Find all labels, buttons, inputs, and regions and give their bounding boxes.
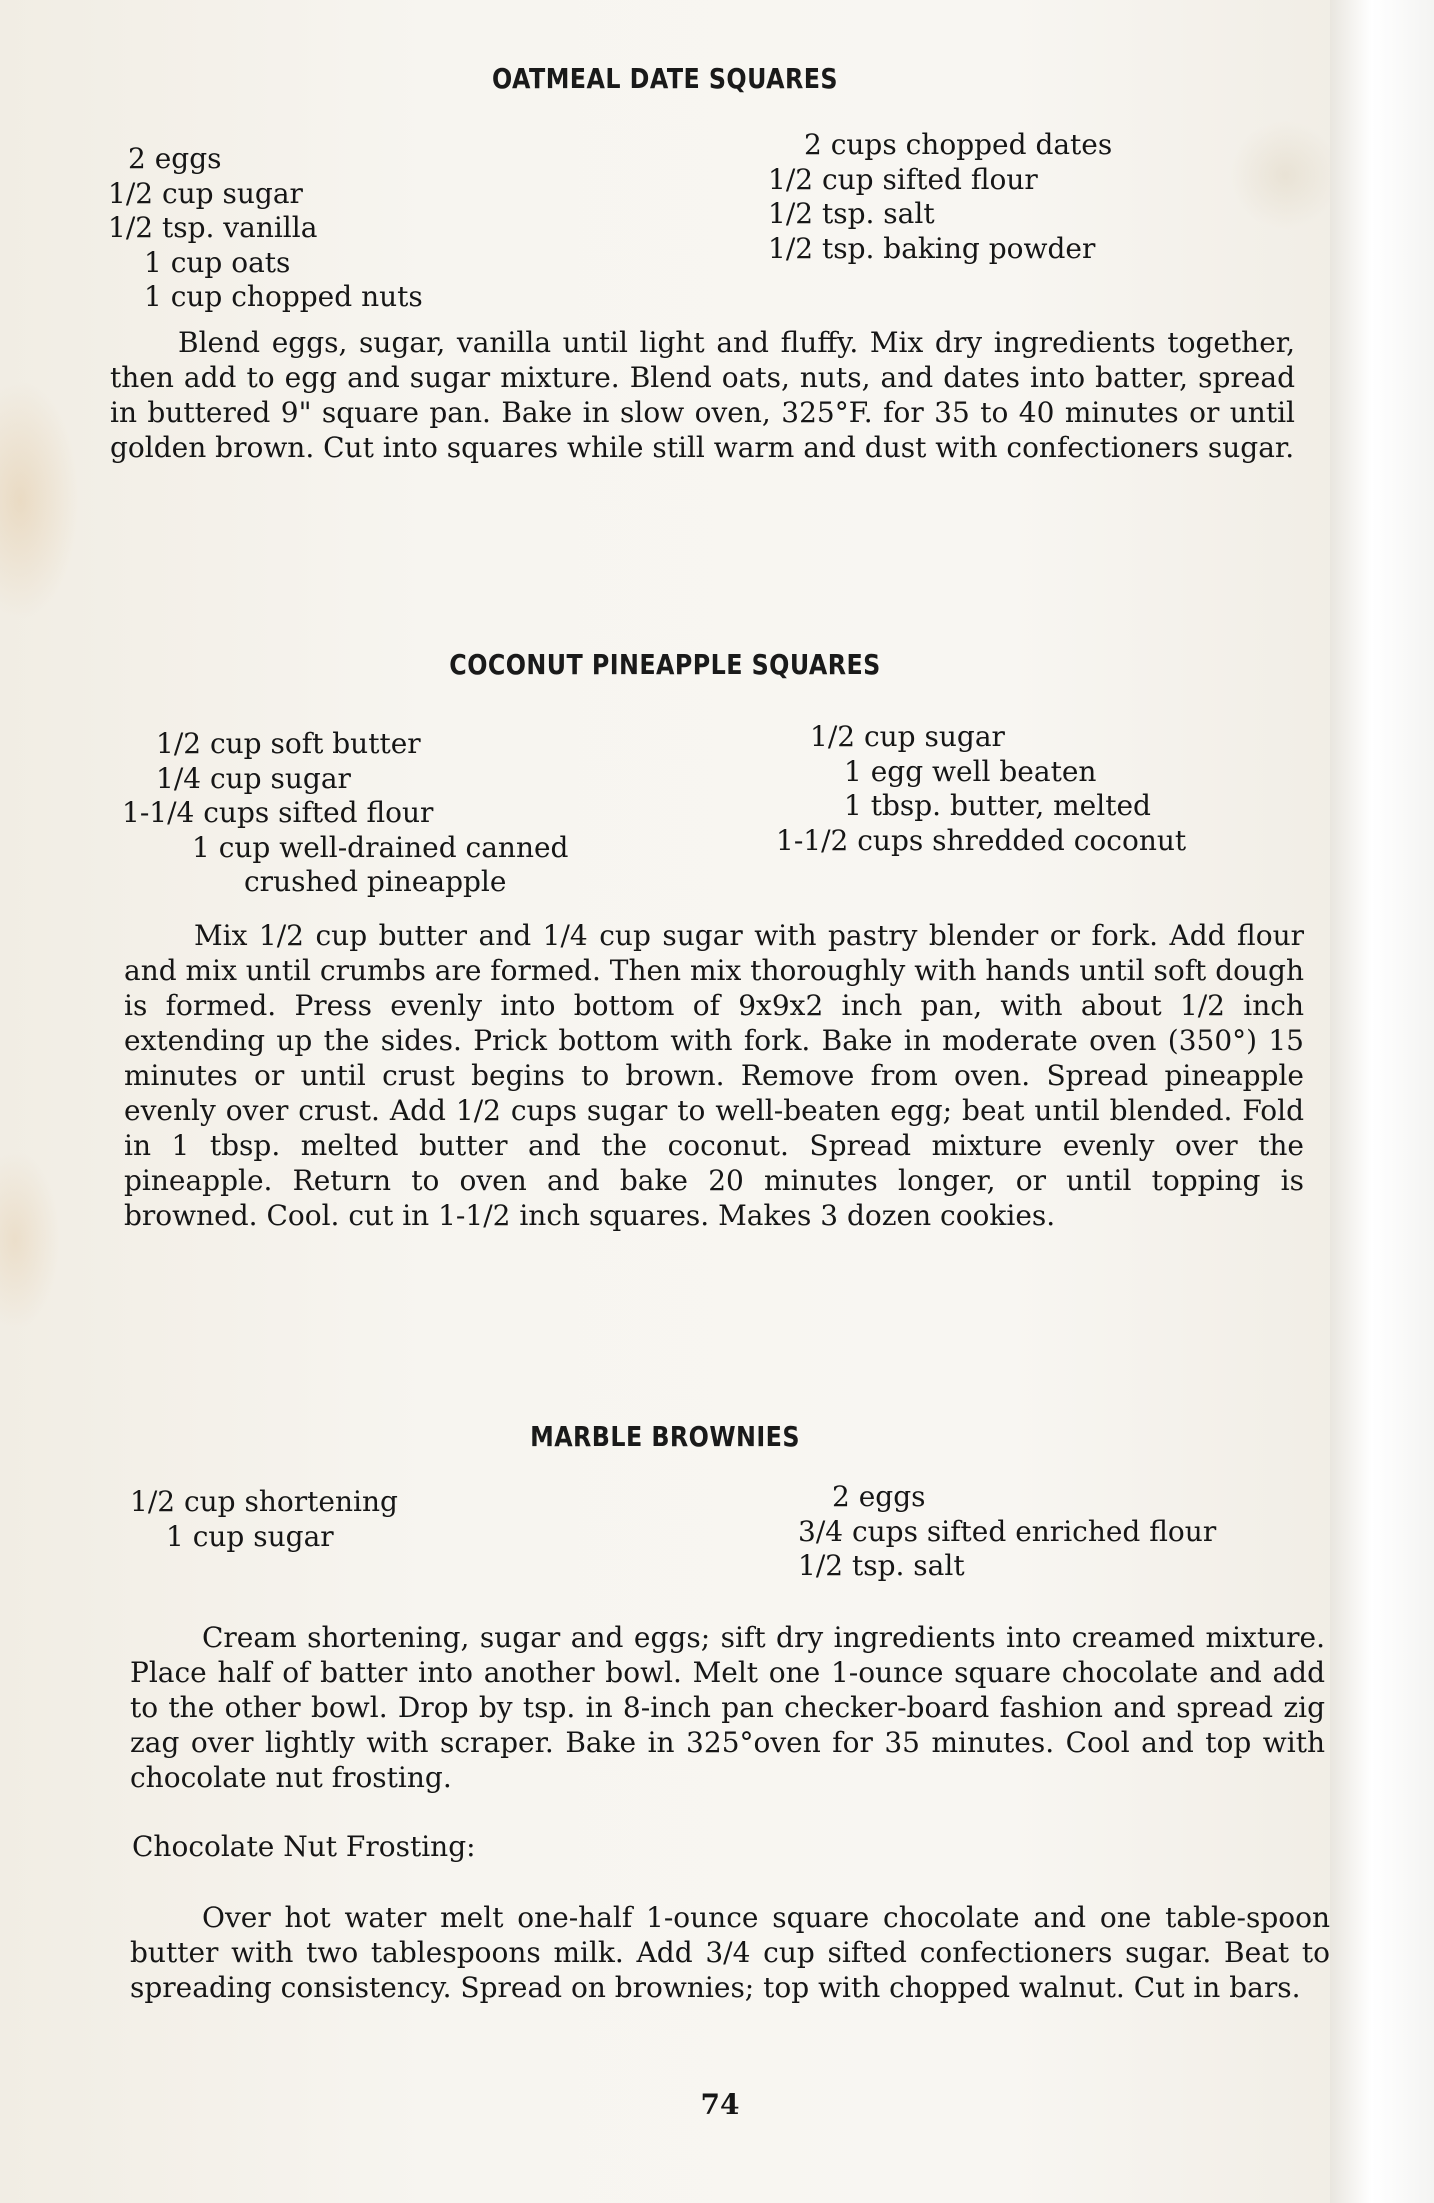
- frosting-heading: Chocolate Nut Frosting:: [132, 1830, 476, 1863]
- ingredient: 1-1/2 cups shredded coconut: [776, 823, 1187, 857]
- ingredient: 1-1/4 cups sifted flour: [122, 796, 434, 829]
- recipe-title: MARBLE BROWNIES: [530, 1420, 800, 1453]
- page-number: 74: [700, 2088, 740, 2121]
- recipe-instructions: Mix 1/2 cup butter and 1/4 cup sugar with pastry blender or fork. Add flour and mix until crumbs are formed. Then mix thoroughly with hands until soft dough is formed. Press evenly into bottom of 9x9x2 inch pan, with about 1/2 inch extending up the sides. Prick bottom with fork. Bake in moderate oven (350°) 15 minutes or until crust begins to brown. Remove from oven. Spread pineapple evenly over crust. Add 1/2 cups sugar to well-beaten egg; beat until blended. Fold in 1 tbsp. melted butter and the coconut. Spread mixture evenly over the pineapple. Return to oven and bake 20 minutes longer, or until topping is browned. Cool. cut in 1-1/2 inch squares. Makes 3 dozen cookies.: [124, 919, 1304, 1232]
- ingredients-left: [122, 727, 568, 900]
- recipe-instructions: Cream shortening, sugar and eggs; sift dry ingredients into creamed mixture. Place half of batter into another bowl. Melt one 1-ounce square chocolate and add to the other bowl. Drop by tsp. in 8-inch pan checker-board fashion and spread zig zag over lightly with scraper. Bake in 325°oven for 35 minutes. Cool and top with chocolate nut frosting.: [130, 1621, 1325, 1794]
- ingredient: 1/2 tsp. salt: [768, 197, 935, 230]
- ingredient: 2 eggs: [128, 142, 222, 175]
- ingredient: 1/2 cup soft butter: [156, 727, 421, 760]
- ingredient: 1 cup well-drained canned: [192, 830, 569, 864]
- recipe-instructions: Blend eggs, sugar, vanilla until light and fluffy. Mix dry ingredients together, then add to egg and sugar mixture. Blend oats, nuts, and dates into batter, spread in buttered 9" square pan. Bake in slow oven, 325°F. for 35 to 40 minutes or until golden brown. Cut into squares while still warm and dust with confectioners sugar.: [110, 326, 1295, 464]
- ingredients-right: [798, 1480, 1216, 1584]
- ingredient: 2 cups chopped dates: [804, 128, 1113, 161]
- ingredients-right: [768, 128, 1112, 266]
- ingredients-left: [108, 142, 423, 315]
- ingredient: crushed pineapple: [244, 865, 507, 898]
- recipe-title: COCONUT PINEAPPLE SQUARES: [449, 648, 881, 681]
- ingredient: 1 tbsp. butter, melted: [844, 789, 1151, 822]
- recipe-title: OATMEAL DATE SQUARES: [492, 62, 838, 95]
- ingredient: 1/2 cup shortening: [130, 1485, 398, 1518]
- spiral-binding: [1330, 0, 1434, 2203]
- ingredient: 1 cup sugar: [166, 1519, 334, 1553]
- ingredients-right: [776, 720, 1186, 858]
- ingredient: 1/2 tsp. salt: [798, 1549, 965, 1582]
- ingredient: 2 eggs: [832, 1480, 926, 1513]
- ingredient: 1 cup oats: [144, 245, 291, 279]
- ingredients-left: [130, 1485, 398, 1554]
- ingredient: 1/2 cup sifted flour: [768, 162, 1038, 196]
- ingredient: 1/2 tsp. baking powder: [768, 231, 1096, 265]
- ingredient: 1 cup chopped nuts: [144, 280, 423, 313]
- ingredient: 1/2 cup sugar: [108, 176, 303, 210]
- ingredient: 1/4 cup sugar: [156, 761, 351, 795]
- frosting-instructions: Over hot water melt one-half 1-ounce square chocolate and one table-spoon butter with two tablespoons milk. Add 3/4 cup sifted confectioners sugar. Beat to spreading consistency. Spread on brownies; top with chopped walnut. Cut in bars.: [130, 1901, 1330, 2004]
- ingredient: 1/2 cup sugar: [810, 720, 1005, 753]
- ingredient: 1/2 tsp. vanilla: [108, 211, 318, 244]
- ingredient: 1 egg well beaten: [844, 754, 1097, 788]
- ingredient: 3/4 cups sifted enriched flour: [798, 1514, 1217, 1548]
